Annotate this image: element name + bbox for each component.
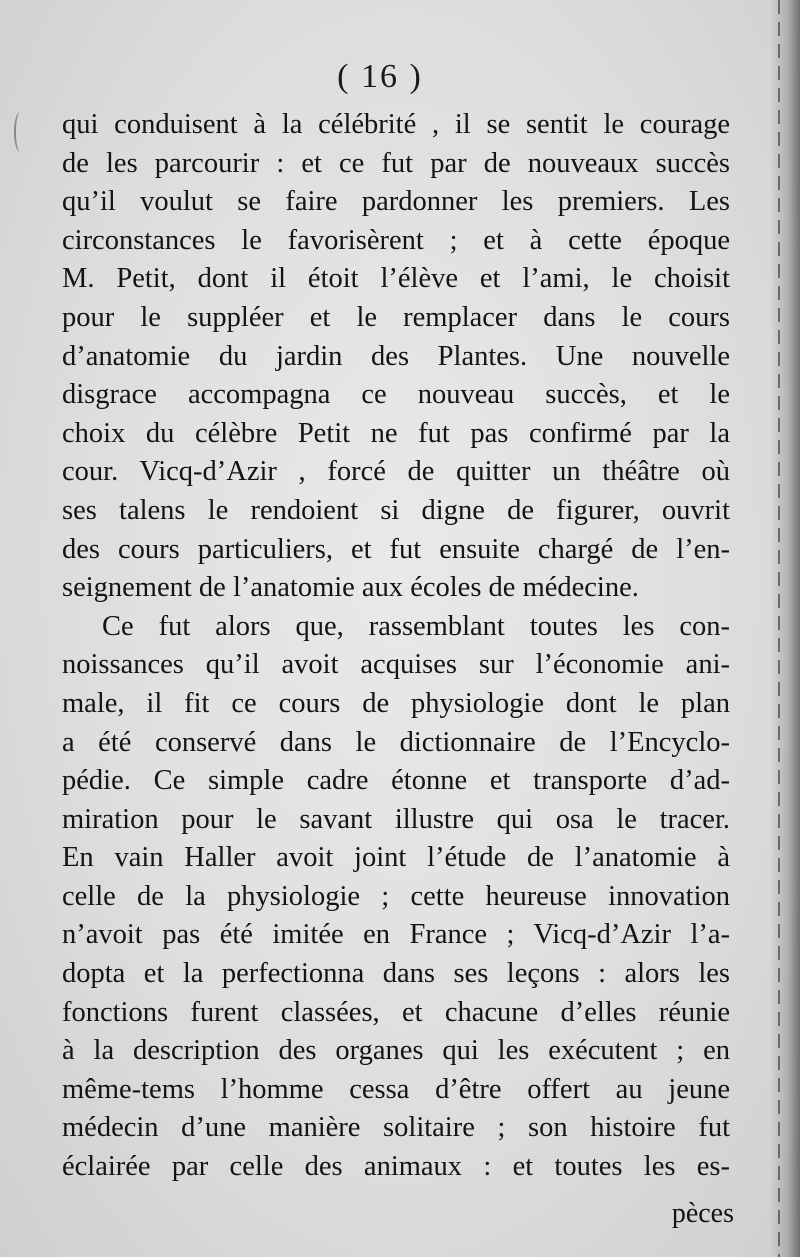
text-line: des cours particuliers, et fut ensuite chargé de l’en- bbox=[62, 533, 730, 565]
text-line: M. Petit, dont il étoit l’élève et l’ami, le choisit bbox=[62, 263, 730, 295]
margin-mark bbox=[14, 112, 26, 152]
text-line: cour. Vicq-d’Azir , forcé de quitter un théâtre où bbox=[62, 456, 730, 488]
text-line: n’avoit pas été imitée en France ; Vicq-d’Azir l’a- bbox=[62, 919, 730, 951]
text-line: circonstances le favorisèrent ; et à cette époque bbox=[62, 224, 730, 256]
body-text bbox=[62, 106, 730, 1187]
text-line: médecin d’une manière solitaire ; son histoire fut bbox=[62, 1112, 730, 1144]
text-line: seignement de l’anatomie aux écoles de médecine. bbox=[62, 572, 639, 604]
text-line: de les parcourir : et ce fut par de nouveaux succès bbox=[62, 147, 730, 179]
text-line: dopta et la perfectionna dans ses leçons : alors les bbox=[62, 958, 730, 990]
text-line: pour le suppléer et le remplacer dans le cours bbox=[62, 301, 730, 333]
text-line: ses talens le rendoient si digne de figurer, ouvrit bbox=[62, 494, 730, 526]
catchword: pèces bbox=[671, 1198, 734, 1229]
text-line: a été conservé dans le dictionnaire de l’Encyclo- bbox=[62, 726, 730, 758]
text-line: qu’il voulut se faire pardonner les premiers. Les bbox=[62, 186, 730, 218]
binding-edge bbox=[778, 0, 780, 1257]
text-line: noissances qu’il avoit acquises sur l’économie ani- bbox=[62, 649, 730, 681]
text-line: choix du célèbre Petit ne fut pas confirmé par la bbox=[62, 417, 730, 449]
text-line: qui conduisent à la célébrité , il se sentit le courage bbox=[62, 109, 730, 140]
paragraph-start-line: Ce fut alors que, rassemblant toutes les con- bbox=[102, 610, 730, 642]
text-line: d’anatomie du jardin des Plantes. Une nouvelle bbox=[62, 340, 730, 372]
text-line: miration pour le savant illustre qui osa le tracer. bbox=[62, 803, 730, 835]
text-line: En vain Haller avoit joint l’étude de l’anatomie à bbox=[62, 842, 730, 874]
text-line: male, il fit ce cours de physiologie dont le plan bbox=[62, 687, 730, 719]
page-number: ( 16 ) bbox=[337, 58, 423, 95]
text-line: pédie. Ce simple cadre étonne et transporte d’ad- bbox=[62, 765, 730, 797]
text-line: disgrace accompagna ce nouveau succès, et le bbox=[62, 379, 730, 411]
page-edge-shadow bbox=[770, 0, 800, 1257]
text-line: même-tems l’homme cessa d’être offert au jeune bbox=[62, 1073, 730, 1105]
text-line: celle de la physiologie ; cette heureuse innovation bbox=[62, 880, 730, 912]
text-line: éclairée par celle des animaux : et toutes les es- bbox=[62, 1151, 730, 1183]
text-line: fonctions furent classées, et chacune d’elles réunie bbox=[62, 996, 730, 1028]
text-line: à la description des organes qui les exécutent ; en bbox=[62, 1035, 730, 1067]
